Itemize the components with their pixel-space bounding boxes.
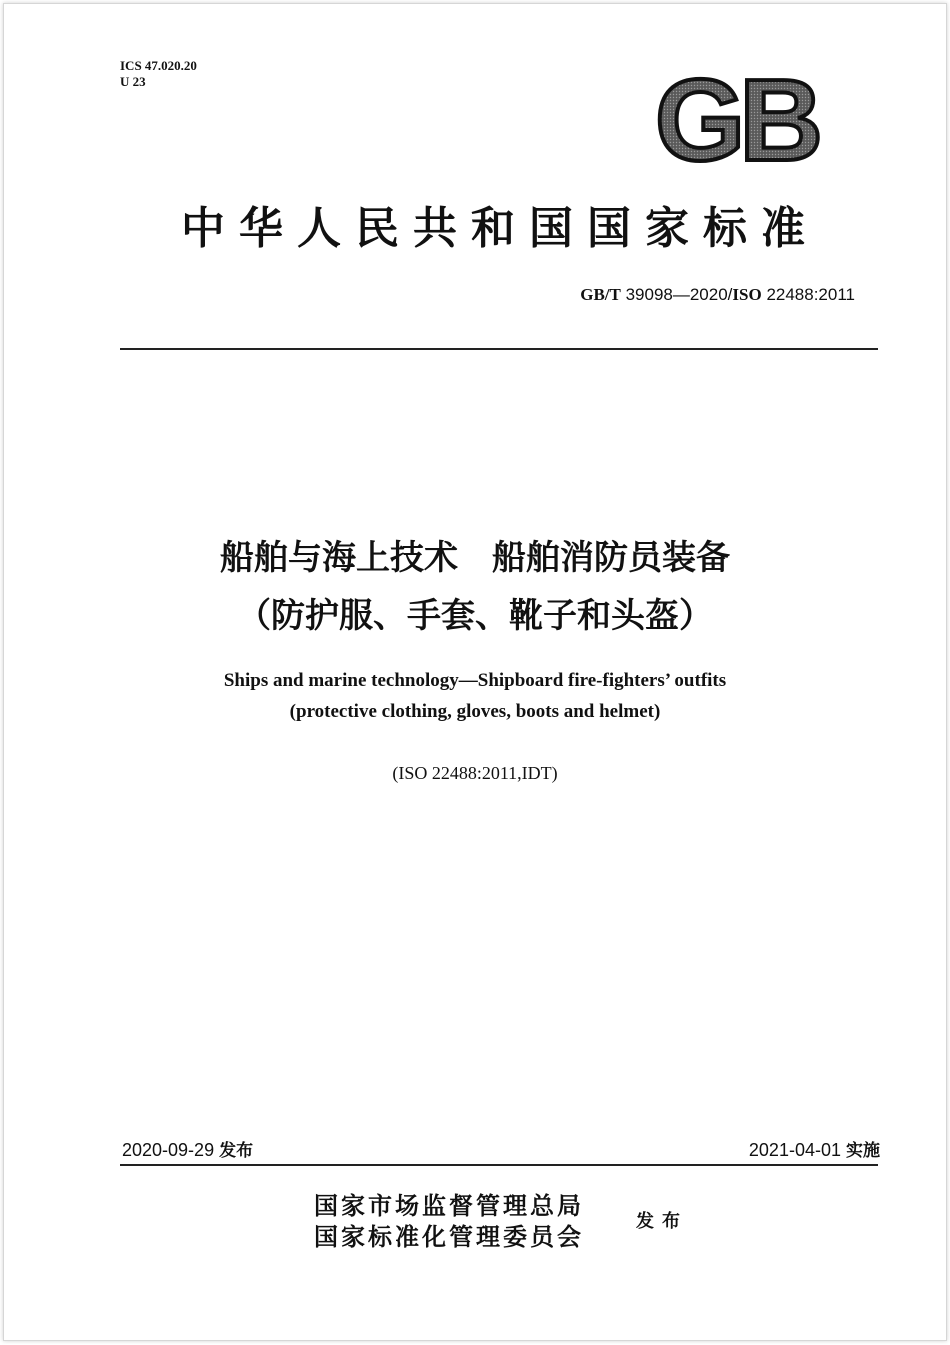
std-number: 39098—2020/ (625, 285, 733, 304)
iso-number: 22488:2011 (766, 285, 855, 304)
gb-logo-text: GB (655, 72, 817, 168)
gb-logo (642, 72, 830, 168)
std-prefix: GB/T (580, 285, 621, 304)
publish-label: 发布 (636, 1211, 688, 1232)
ics-code: ICS 47.020.20 (120, 58, 197, 73)
ccs-code: U 23 (120, 74, 146, 89)
english-title-line1: Ships and marine technology—Shipboard fire-fighters’ outfits (223, 670, 727, 691)
header-divider (120, 348, 878, 350)
issuer-samr: 国家市场监督管理总局 (314, 1191, 584, 1220)
effective-date-value: 2021-04-01 (748, 1140, 841, 1160)
english-title-line2: (protective clothing, gloves, boots and helmet) (289, 701, 661, 722)
issue-date-value: 2020-09-29 (122, 1140, 215, 1160)
footer-divider (120, 1164, 878, 1166)
chinese-title-line2: （防护服、手套、靴子和头盔） (237, 596, 713, 636)
effective-date (749, 1136, 880, 1161)
iso-reference: (ISO 22488:2011,IDT) (392, 763, 558, 783)
issuer-sac: 国家标准化管理委员会 (314, 1222, 584, 1251)
issue-date-label: 发布 (219, 1141, 254, 1161)
standard-number (580, 285, 855, 305)
iso-prefix: ISO (732, 285, 762, 304)
national-standard-title: 中华人民共和国国家标准 (181, 203, 819, 254)
chinese-title-line1: 船舶与海上技术 船舶消防员装备 (220, 538, 730, 578)
issue-date (122, 1136, 253, 1161)
effective-date-label: 实施 (846, 1141, 880, 1161)
issuing-authorities (314, 1190, 584, 1252)
classification-codes (120, 58, 197, 90)
